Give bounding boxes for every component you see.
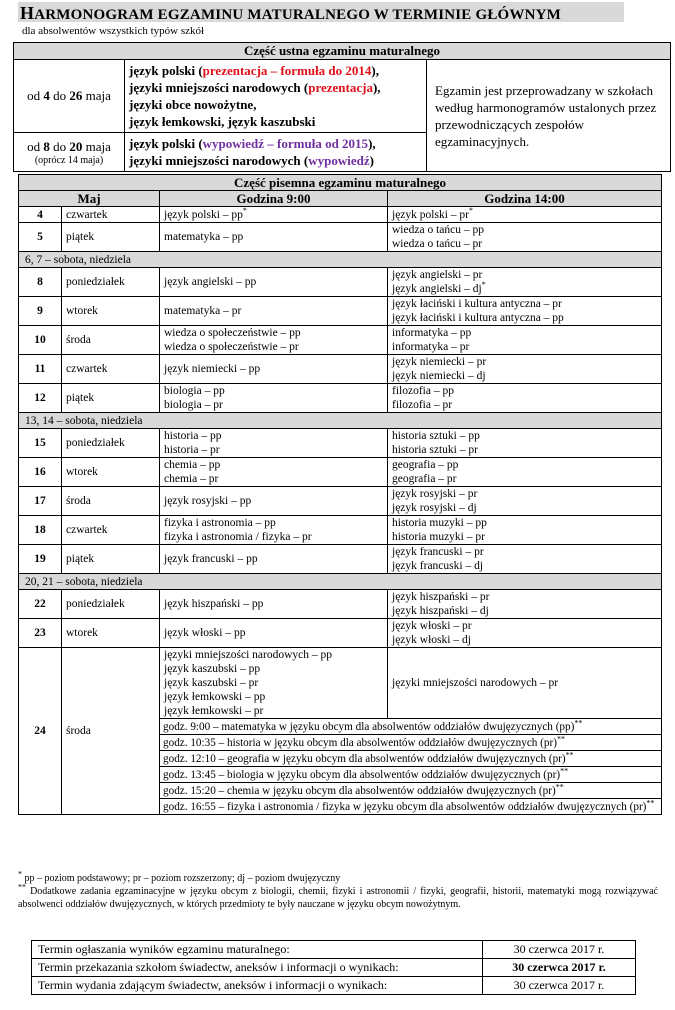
exam-text: język rosyjski – pp	[164, 495, 252, 507]
afternoon-exams	[388, 207, 662, 223]
exam-text: historia muzyki – pp	[392, 517, 487, 529]
afternoon-exams	[388, 619, 662, 648]
oral-header: Część ustna egzaminu maturalnego	[14, 43, 671, 60]
exam-text: godz. 13:45 – biologia w języku obcym dla absolwentów oddziałów dwujęzycznych (pr)	[163, 768, 561, 781]
weekday: piątek	[62, 545, 160, 574]
oral-note: Egzamin jest przeprowadzany w szkołach według harmonogramów ustalonych przez przewodniczących zespołów egzaminacyjnych.	[427, 60, 671, 172]
footnote-mark: **	[18, 882, 26, 892]
exam-entry: język łemkowski – pr	[164, 705, 264, 717]
exam-text: język rosyjski – pr	[392, 488, 478, 500]
exam-row	[19, 516, 662, 545]
day-number: 10	[19, 326, 62, 355]
exam-text: biologia – pp	[164, 385, 225, 397]
exam-entry	[392, 311, 658, 325]
exam-entry	[392, 458, 658, 472]
morning-exams	[160, 297, 388, 326]
afternoon-exams	[388, 297, 662, 326]
afternoon-exams	[388, 429, 662, 458]
text: język polski (	[129, 63, 203, 78]
exam-entry	[164, 552, 384, 566]
exam-text: filozofia – pp	[392, 385, 454, 397]
exam-text: język niemiecki – pr	[392, 356, 487, 368]
term-value: 30 czerwca 2017 r.	[483, 977, 636, 995]
date-from: 4	[43, 88, 50, 103]
exam-entry	[164, 597, 384, 611]
exam-entry	[392, 619, 658, 633]
exam-text: język łaciński i kultura antyczna – pr	[392, 298, 562, 310]
bilingual-exam	[160, 751, 662, 767]
afternoon-exams	[388, 487, 662, 516]
exam-entry: język kaszubski – pr	[164, 677, 259, 689]
exam-entry	[392, 501, 658, 515]
exam-text: chemia – pr	[164, 473, 219, 485]
afternoon-exams	[388, 458, 662, 487]
result-dates-table	[31, 940, 636, 995]
exam-text: historia sztuki – pp	[392, 430, 480, 442]
exam-text: godz. 9:00 – matematyka w języku obcym dla absolwentów oddziałów dwujęzycznych (pp)	[163, 720, 575, 733]
text: języki mniejszości narodowych (	[129, 80, 309, 95]
weekday: wtorek	[62, 619, 160, 648]
exam-entry	[392, 237, 658, 251]
morning-exams	[160, 516, 388, 545]
weekday: poniedziałek	[62, 590, 160, 619]
exam-text: matematyka – pr	[164, 305, 242, 317]
exam-entry	[392, 604, 658, 618]
weekend-label: 13, 14 – sobota, niedziela	[19, 413, 662, 429]
exam-entry	[164, 398, 384, 412]
day-number: 17	[19, 487, 62, 516]
exam-row	[19, 429, 662, 458]
day-number: 16	[19, 458, 62, 487]
col-9: Godzina 9:00	[160, 191, 388, 207]
exam-entry	[164, 429, 384, 443]
exam-text: godz. 15:20 – chemia w języku obcym dla absolwentów oddziałów dwujęzycznych (pr)	[163, 784, 556, 797]
exam-text: język łaciński i kultura antyczna – pp	[392, 312, 564, 324]
exam-text: język hiszpański – pp	[164, 598, 264, 610]
oral-dates-1	[14, 60, 125, 133]
exam-entry	[164, 530, 384, 544]
weekday: czwartek	[62, 207, 160, 223]
weekday: piątek	[62, 384, 160, 413]
date-line	[17, 139, 121, 155]
exam-entry	[392, 487, 658, 501]
exam-entry	[164, 326, 384, 340]
exam-text: godz. 10:35 – historia w języku obcym dla absolwentów oddziałów dwujęzycznych (pr)	[163, 736, 557, 749]
exam-entry	[392, 590, 658, 604]
footnote-mark: **	[555, 781, 564, 791]
exam-text: język polski – pp	[164, 208, 243, 221]
morning-exams	[160, 268, 388, 297]
exam-entry	[392, 326, 658, 340]
exam-entry	[164, 443, 384, 457]
oral-subject-line	[129, 135, 422, 152]
exam-entry	[164, 275, 384, 289]
exam-row	[19, 590, 662, 619]
weekend-row	[19, 252, 662, 268]
exam-entry	[392, 282, 658, 296]
exam-entry	[164, 472, 384, 486]
day-number: 11	[19, 355, 62, 384]
weekday: piątek	[62, 223, 160, 252]
exam-text: filozofia – pr	[392, 399, 453, 411]
exam-text: język francuski – pp	[164, 553, 258, 565]
col-14: Godzina 14:00	[388, 191, 662, 207]
text: język polski (	[129, 136, 203, 151]
exam-text: godz. 16:55 – fizyka i astronomia / fizyka w języku obcym dla absolwentów oddziałów dwujęzycznych (pr)	[163, 800, 647, 813]
afternoon-exams	[388, 355, 662, 384]
footnote-mark: *	[242, 205, 247, 215]
exam-text: fizyka i astronomia / fizyka – pr	[164, 531, 312, 543]
exam-entry	[392, 530, 658, 544]
exam-entry	[392, 559, 658, 573]
footnote-mark: *	[481, 280, 486, 290]
date-note: (oprócz 14 maja)	[34, 154, 104, 166]
exam-entry	[392, 429, 658, 443]
exam-entry	[164, 362, 384, 376]
title-rest: ARMONOGRAM EGZAMINU MATURALNEGO W TERMINIE GŁÓWNYM	[34, 7, 562, 23]
exam-entry	[392, 398, 658, 412]
exam-entry	[392, 633, 658, 647]
exam-entry	[164, 516, 384, 530]
exam-text: język niemiecki – dj	[392, 370, 486, 382]
formula-purple: wypowiedź	[308, 153, 370, 168]
day-number: 12	[19, 384, 62, 413]
term-label: Termin przekazania szkołom świadectw, aneksów i informacji o wynikach:	[32, 959, 483, 977]
exam-row	[19, 207, 662, 223]
day-number: 23	[19, 619, 62, 648]
exam-text: język polski – pr	[392, 208, 469, 221]
exam-entry	[392, 384, 658, 398]
weekday: poniedziałek	[62, 429, 160, 458]
afternoon-exams	[388, 590, 662, 619]
day-number: 19	[19, 545, 62, 574]
exam-text: informatyka – pr	[392, 341, 470, 353]
morning-exams	[160, 458, 388, 487]
exam-entry	[164, 626, 384, 640]
weekday: czwartek	[62, 516, 160, 545]
exam-text: język angielski – dj	[392, 283, 482, 295]
exam-row	[19, 326, 662, 355]
footnote-2	[18, 882, 658, 911]
page-title	[20, 3, 561, 24]
exam-entry	[164, 340, 384, 354]
weekend-label: 6, 7 – sobota, niedziela	[19, 252, 662, 268]
morning-exams	[160, 429, 388, 458]
exam-entry	[392, 443, 658, 457]
written-header: Część pisemna egzaminu maturalnego	[19, 175, 662, 191]
exam-text: historia – pr	[164, 444, 220, 456]
footnote-mark: *	[18, 869, 22, 879]
oral-subjects-2	[125, 133, 427, 172]
morning-exams	[160, 384, 388, 413]
term-value: 30 czerwca 2017 r.	[483, 941, 636, 959]
oral-subject-line	[129, 152, 422, 169]
weekday: czwartek	[62, 355, 160, 384]
exam-text: język angielski – pr	[392, 269, 483, 281]
exam-text: geografia – pp	[392, 459, 459, 471]
exam-text: fizyka i astronomia – pp	[164, 517, 276, 529]
exam-text: język hiszpański – dj	[392, 605, 489, 617]
term-row	[32, 977, 636, 995]
oral-subject-line: języki obce nowożytne,	[129, 97, 257, 112]
date-from: 8	[43, 138, 50, 154]
date-text: maja	[82, 138, 111, 154]
afternoon-exams	[388, 384, 662, 413]
exam-text: wiedza o społeczeństwie – pp	[164, 327, 301, 339]
footnote-mark: **	[556, 733, 565, 743]
exam-entry	[392, 472, 658, 486]
written-body	[19, 207, 662, 815]
exam-text: język niemiecki – pp	[164, 363, 261, 375]
exam-text: biologia – pr	[164, 399, 223, 411]
term-label: Termin wydania zdającym świadectw, aneksów i informacji o wynikach:	[32, 977, 483, 995]
exam-entry	[164, 494, 384, 508]
exam-entry	[164, 384, 384, 398]
exam-text: język włoski – dj	[392, 634, 471, 646]
footnote-mark: **	[565, 749, 574, 759]
footnote-mark: **	[560, 765, 569, 775]
oral-subjects-1	[125, 60, 427, 133]
bilingual-exam	[160, 735, 662, 751]
date-text: do	[49, 138, 70, 154]
footnote-1	[18, 869, 658, 885]
formula-red: prezentacja	[308, 80, 373, 95]
exam-text: historia sztuki – pr	[392, 444, 478, 456]
col-month: Maj	[19, 191, 160, 207]
exam-text: chemia – pp	[164, 459, 221, 471]
exam-entry	[392, 355, 658, 369]
exam-entry	[164, 458, 384, 472]
exam-entry	[392, 516, 658, 530]
afternoon-exams: języki mniejszości narodowych – pr	[388, 648, 662, 719]
oral-subject-line	[129, 62, 422, 79]
text: języki mniejszości narodowych (	[129, 153, 309, 168]
morning-exams	[160, 326, 388, 355]
morning-exams	[160, 619, 388, 648]
day-number: 8	[19, 268, 62, 297]
afternoon-exams	[388, 516, 662, 545]
exam-row	[19, 355, 662, 384]
morning-exams	[160, 545, 388, 574]
date-text: od	[27, 138, 44, 154]
exam-row	[19, 545, 662, 574]
afternoon-exams	[388, 223, 662, 252]
exam-text: język francuski – dj	[392, 560, 484, 572]
exam-entry	[392, 223, 658, 237]
exam-entry	[392, 545, 658, 559]
morning-exams	[160, 590, 388, 619]
exam-row	[19, 268, 662, 297]
exam-text: godz. 12:10 – geografia w języku obcym dla absolwentów oddziałów dwujęzycznych (pr)	[163, 752, 566, 765]
formula-purple: wypowiedź – formuła od 2015	[202, 136, 369, 151]
footnote-mark: **	[574, 717, 583, 727]
exam-text: język hiszpański – pr	[392, 591, 490, 603]
afternoon-exams	[388, 326, 662, 355]
morning-exams	[160, 223, 388, 252]
footnotes	[18, 869, 658, 911]
exam-entry: języki mniejszości narodowych – pp	[164, 649, 332, 661]
weekday: środa	[62, 648, 160, 815]
bilingual-exam	[160, 767, 662, 783]
morning-exams	[160, 355, 388, 384]
term-label: Termin ogłaszania wyników egzaminu maturalnego:	[32, 941, 483, 959]
morning-exams	[160, 207, 388, 223]
oral-subject-line: język łemkowski, język kaszubski	[129, 114, 316, 129]
term-row	[32, 941, 636, 959]
footnote-text: pp – poziom podstawowy; pr – poziom rozszerzony; dj – poziom dwujęzyczny	[22, 873, 341, 884]
day-number: 15	[19, 429, 62, 458]
date-text: maja	[82, 88, 111, 103]
exam-entry	[392, 268, 658, 282]
footnote-mark: **	[646, 797, 655, 807]
day-number: 22	[19, 590, 62, 619]
weekday: poniedziałek	[62, 268, 160, 297]
exam-text: język francuski – pr	[392, 546, 484, 558]
exam-text: matematyka – pp	[164, 231, 244, 243]
exam-row	[19, 487, 662, 516]
written-exam-table	[18, 174, 662, 815]
exam-text: wiedza o społeczeństwie – pr	[164, 341, 299, 353]
date-to: 26	[69, 88, 83, 103]
afternoon-exams	[388, 268, 662, 297]
oral-exam-table	[13, 42, 671, 172]
weekend-row	[19, 413, 662, 429]
exam-text: geografia – pr	[392, 473, 457, 485]
exam-row	[19, 648, 662, 719]
weekend-row	[19, 574, 662, 590]
text: ),	[368, 136, 376, 151]
exam-text: wiedza o tańcu – pp	[392, 224, 484, 236]
page-subtitle: dla absolwentów wszystkich typów szkół	[22, 25, 205, 37]
exam-text: historia – pp	[164, 430, 222, 442]
date-text: od	[27, 88, 44, 103]
footnote-mark: *	[468, 205, 473, 215]
exam-text: język rosyjski – dj	[392, 502, 477, 514]
exam-entry	[164, 304, 384, 318]
exam-row	[19, 223, 662, 252]
date-to: 20	[69, 138, 83, 154]
exam-row	[19, 458, 662, 487]
term-value: 30 czerwca 2017 r.	[483, 959, 636, 977]
exam-entry	[392, 369, 658, 383]
weekday: wtorek	[62, 297, 160, 326]
exam-row	[19, 297, 662, 326]
weekday: wtorek	[62, 458, 160, 487]
weekend-label: 20, 21 – sobota, niedziela	[19, 574, 662, 590]
morning-exams	[160, 487, 388, 516]
formula-red: prezentacja – formuła do 2014	[202, 63, 372, 78]
oral-subject-line	[129, 79, 422, 96]
footnote-text: Dodatkowe zadania egzaminacyjne w języku obcym z biologii, chemii, fizyki i astronomii / fizyki, geografii, historii, matematyki mogą rozwiązywać absolwenci oddziałów dwujęzycznych, w których przedmioty te były nauczane w języku obcym nowożytnym.	[18, 886, 658, 910]
day-number: 4	[19, 207, 62, 223]
exam-text: język włoski – pr	[392, 620, 472, 632]
exam-entry: język kaszubski – pp	[164, 663, 261, 675]
exam-text: język angielski – pp	[164, 276, 257, 288]
title-initial: H	[20, 3, 35, 23]
exam-entry	[164, 230, 384, 244]
weekday: środa	[62, 487, 160, 516]
exam-entry	[392, 340, 658, 354]
exam-text: informatyka – pp	[392, 327, 472, 339]
afternoon-exams	[388, 545, 662, 574]
text: ),	[371, 63, 379, 78]
term-row	[32, 959, 636, 977]
oral-dates-2	[14, 133, 125, 172]
bilingual-exam	[160, 783, 662, 799]
date-text: do	[49, 88, 70, 103]
exam-row	[19, 619, 662, 648]
day-number: 5	[19, 223, 62, 252]
exam-entry	[164, 205, 384, 222]
exam-entry	[392, 205, 658, 222]
weekday: środa	[62, 326, 160, 355]
day-number: 18	[19, 516, 62, 545]
exam-text: język włoski – pp	[164, 627, 246, 639]
morning-exams	[160, 648, 388, 719]
exam-text: wiedza o tańcu – pr	[392, 238, 483, 250]
exam-text: historia muzyki – pr	[392, 531, 485, 543]
bilingual-exam	[160, 799, 662, 815]
day-number: 9	[19, 297, 62, 326]
exam-entry: język łemkowski – pp	[164, 691, 266, 703]
exam-entry	[392, 297, 658, 311]
bilingual-exam	[160, 719, 662, 735]
day-number: 24	[19, 648, 62, 815]
text: ),	[372, 80, 381, 95]
text: )	[369, 153, 374, 168]
exam-row	[19, 384, 662, 413]
